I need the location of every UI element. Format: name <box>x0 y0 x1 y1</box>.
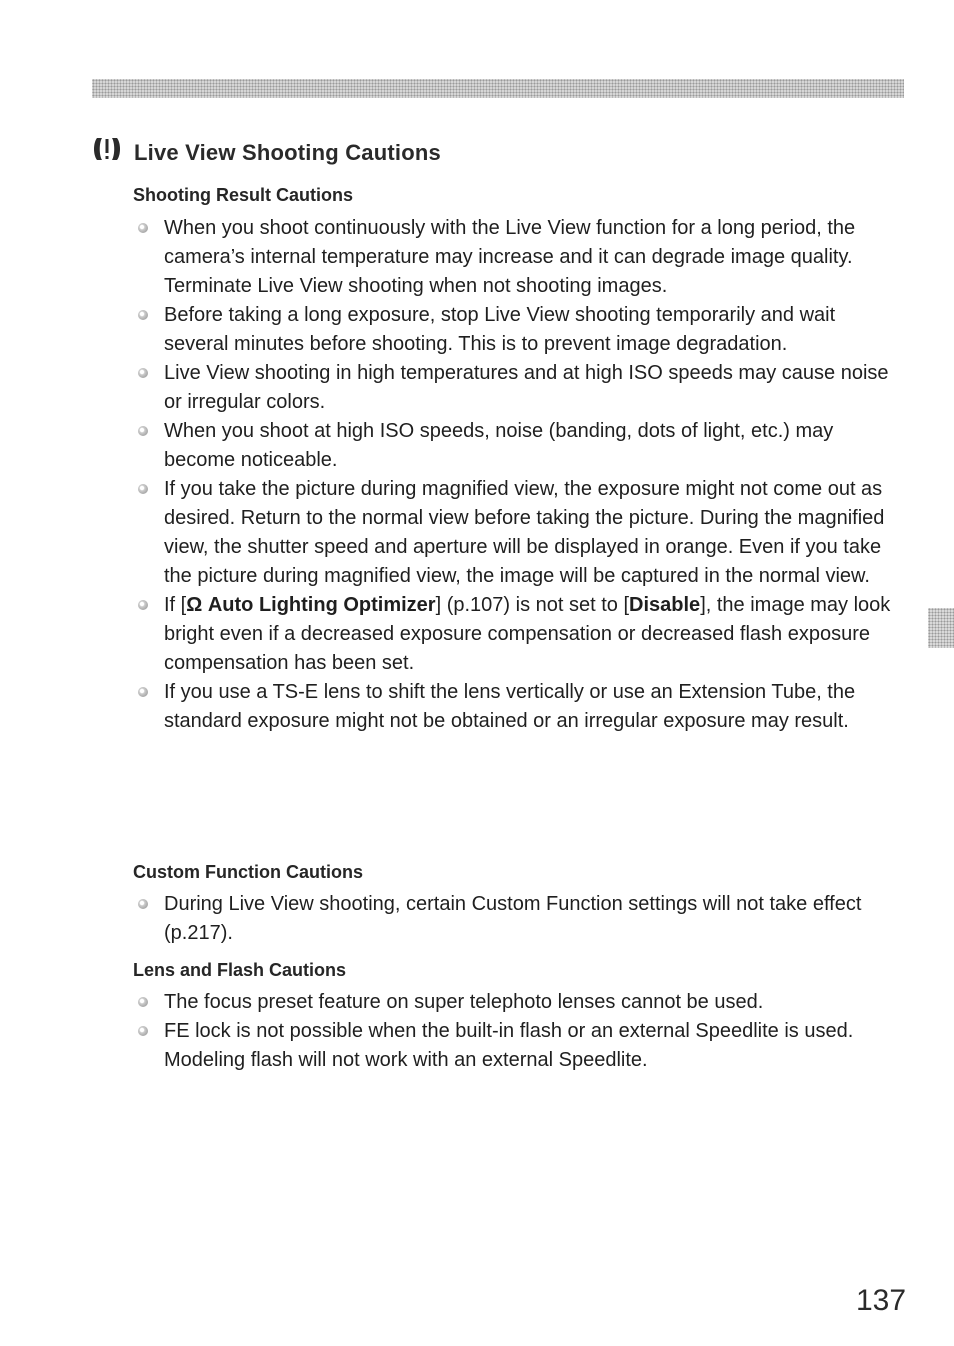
bullet-icon <box>138 368 148 378</box>
list-item: During Live View shooting, certain Custom Function settings will not take effect (p.217). <box>133 890 893 948</box>
bullet-icon <box>138 899 148 909</box>
menu-icon-label: Ω <box>186 594 203 616</box>
shooting-result-list <box>133 214 893 736</box>
page-title: Live View Shooting Cautions <box>134 140 441 165</box>
list-item: Live View shooting in high temperatures and at high ISO speeds may cause noise or irregular colors. <box>133 359 893 417</box>
section-heading-custom-function: Custom Function Cautions <box>133 862 363 882</box>
bullet-icon <box>138 1026 148 1036</box>
caution-icon <box>92 134 122 164</box>
bullet-icon <box>138 687 148 697</box>
list-item: When you shoot at high ISO speeds, noise (banding, dots of light, etc.) may become noticeable. <box>133 417 893 475</box>
bullet-icon <box>138 997 148 1007</box>
bullet-icon <box>138 600 148 610</box>
list-item: FE lock is not possible when the built-in flash or an external Speedlite is used. Modeling flash will not work with an external Speedlite. <box>133 1017 893 1075</box>
section-heading-lens-flash: Lens and Flash Cautions <box>133 960 347 980</box>
bullet-icon <box>138 426 148 436</box>
bullet-icon <box>138 484 148 494</box>
custom-function-list <box>133 890 893 948</box>
header-bar <box>92 79 904 98</box>
chapter-tab <box>928 608 954 648</box>
list-item: If you take the picture during magnified view, the exposure might not come out as desired. Return to the normal view before taking the picture. During the magnified view, the shutter speed and aperture will be displayed in orange. Even if you take the picture during magnified view, the image will be captured in the normal view. <box>133 475 893 591</box>
list-item: The focus preset feature on super telephoto lenses cannot be used. <box>133 988 893 1017</box>
menu-item-label: Auto Lighting Optimizer <box>207 594 436 616</box>
page-number: 137 <box>856 1284 907 1317</box>
list-item: When you shoot continuously with the Live View function for a long period, the camera’s internal temperature may increase and it can degrade image quality. Terminate Live View shooting when not shooting images. <box>133 214 893 301</box>
section-heading-shooting-result: Shooting Result Cautions <box>133 185 353 205</box>
bullet-icon <box>138 223 148 233</box>
bullet-icon <box>138 310 148 320</box>
list-item: If you use a TS-E lens to shift the lens vertically or use an Extension Tube, the standard exposure might not be obtained or an irregular exposure may result. <box>133 678 893 736</box>
list-item: Before taking a long exposure, stop Live View shooting temporarily and wait several minutes before shooting. This is to prevent image degradation. <box>133 301 893 359</box>
list-item: If [Ω Auto Lighting Optimizer] (p.107) is not set to [Disable], the image may look bright even if a decreased exposure compensation or decreased flash exposure compensation has been set. <box>133 591 893 678</box>
lens-flash-list <box>133 988 893 1075</box>
setting-label: Disable <box>629 594 701 616</box>
